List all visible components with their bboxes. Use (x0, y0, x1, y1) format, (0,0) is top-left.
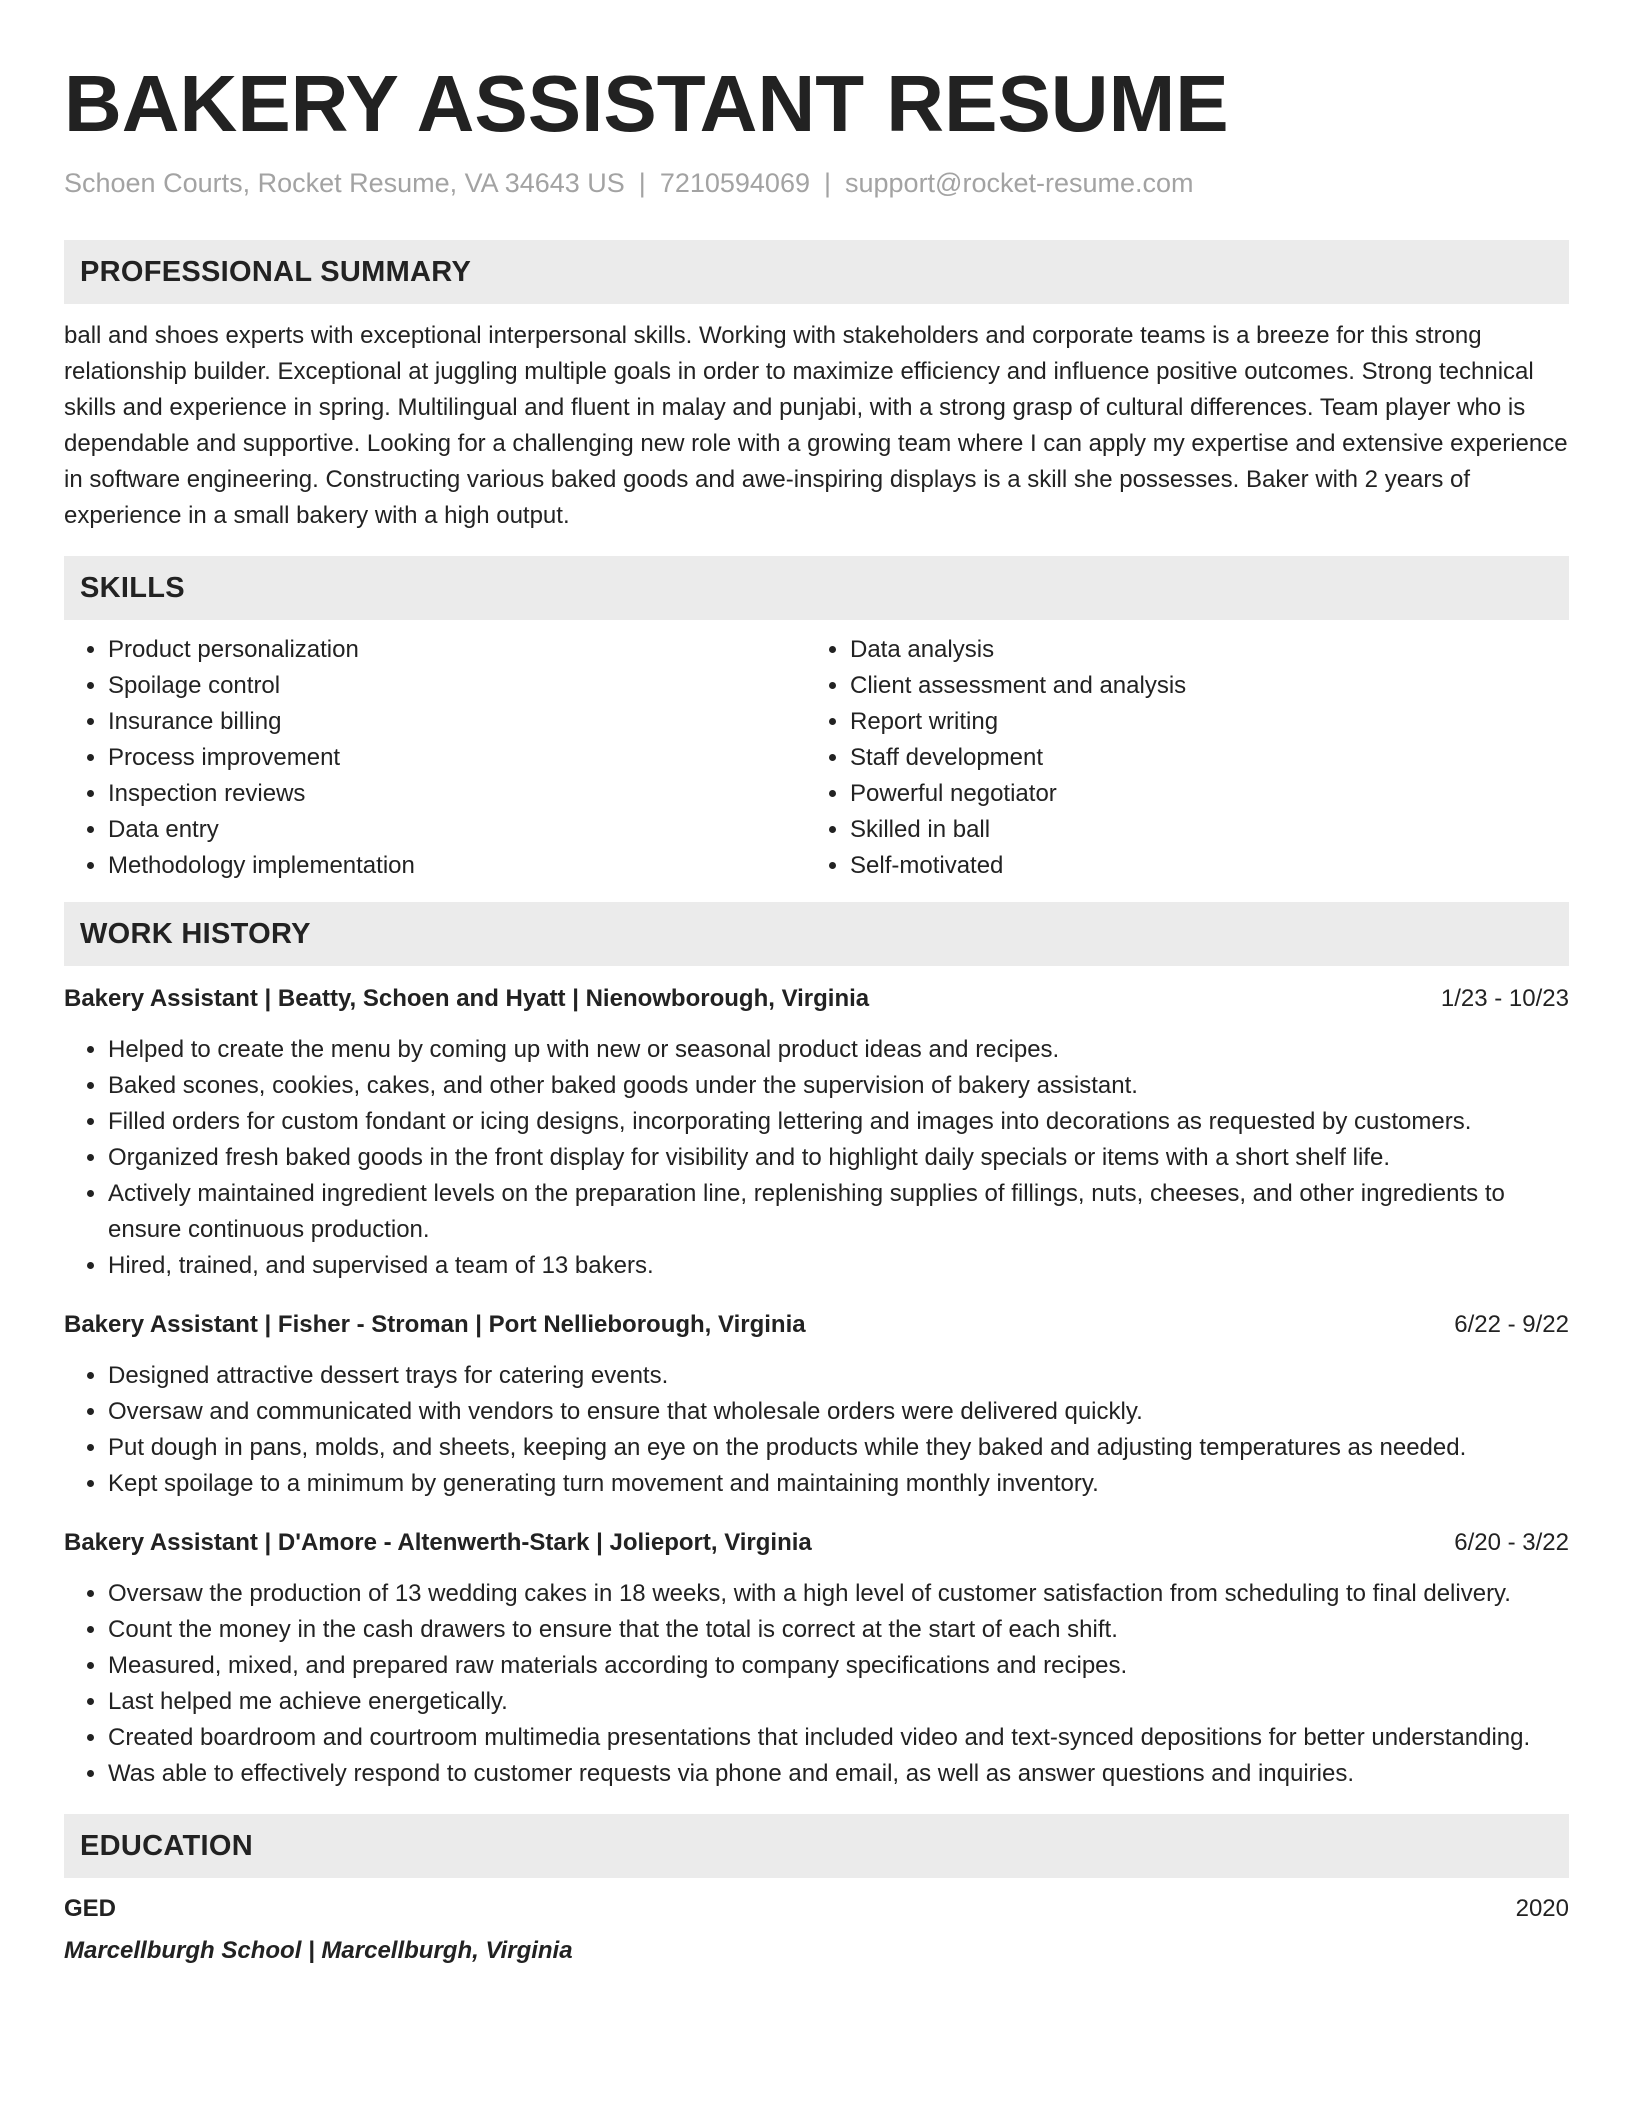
job-header (64, 1526, 1569, 1560)
skill-item: • Self-motivated (850, 848, 1548, 884)
skill-item: • Methodology implementation (108, 848, 806, 884)
skill-item: • Skilled in ball (850, 812, 1548, 848)
job-bullet: • Baked scones, cookies, cakes, and other baked goods under the supervision of bakery assistant. (108, 1068, 1569, 1104)
education-entry (64, 1892, 1569, 1968)
skill-item: • Report writing (850, 704, 1548, 740)
job-dates: 1/23 - 10/23 (1440, 985, 1569, 1012)
education-header (64, 1892, 1569, 1926)
contact-separator: | (823, 168, 831, 198)
job-entry (64, 1308, 1569, 1502)
job-bullet: • Hired, trained, and supervised a team of 13 bakers. (108, 1248, 1569, 1284)
job-bullet: • Put dough in pans, molds, and sheets, keeping an eye on the products while they baked and adjusting temperatures as needed. (108, 1430, 1569, 1466)
section-heading-skills: SKILLS (64, 556, 1569, 620)
skills-list (64, 632, 1569, 884)
job-dates: 6/20 - 3/22 (1454, 1529, 1569, 1556)
education-degree: GED (64, 1895, 117, 1922)
job-entry (64, 1526, 1569, 1792)
job-bullet: • Oversaw the production of 13 wedding cakes in 18 weeks, with a high level of customer satisfaction from scheduling to final delivery. (108, 1576, 1569, 1612)
job-bullets (64, 1358, 1569, 1502)
skill-item: • Data entry (108, 812, 806, 848)
job-bullet: • Designed attractive dessert trays for catering events. (108, 1358, 1569, 1394)
resume-title: BAKERY ASSISTANT RESUME (64, 59, 1229, 148)
job-title: Bakery Assistant | D'Amore - Altenwerth-Stark | Jolieport, Virginia (64, 1529, 812, 1556)
job-bullet: • Measured, mixed, and prepared raw materials according to company specifications and recipes. (108, 1648, 1569, 1684)
job-bullet: • Last helped me achieve energetically. (108, 1684, 1569, 1720)
skill-item: • Spoilage control (108, 668, 806, 704)
skill-item: • Powerful negotiator (850, 776, 1548, 812)
job-title: Bakery Assistant | Fisher - Stroman | Port Nellieborough, Virginia (64, 1311, 806, 1338)
contact-phone: 7210594069 (659, 168, 810, 198)
job-bullet: • Filled orders for custom fondant or icing designs, incorporating lettering and images into decorations as requested by customers. (108, 1104, 1569, 1140)
education-year: 2020 (1515, 1895, 1569, 1922)
job-bullet: • Helped to create the menu by coming up with new or seasonal product ideas and recipes. (108, 1032, 1569, 1068)
skill-item: • Process improvement (108, 740, 806, 776)
job-header (64, 1308, 1569, 1342)
job-header (64, 982, 1569, 1016)
contact-line (64, 166, 1569, 200)
skill-item: • Product personalization (108, 632, 806, 668)
section-heading-work: WORK HISTORY (64, 902, 1569, 966)
skills-column-left (64, 632, 806, 884)
education-school: Marcellburgh School | Marcellburgh, Virginia (64, 1937, 573, 1964)
section-heading-summary: PROFESSIONAL SUMMARY (64, 240, 1569, 304)
job-bullet: • Actively maintained ingredient levels on the preparation line, replenishing supplies of fillings, nuts, cheeses, and other ingredients to ensure continuous production. (108, 1176, 1569, 1248)
skill-item: • Data analysis (850, 632, 1548, 668)
skill-item: • Insurance billing (108, 704, 806, 740)
job-bullets (64, 1576, 1569, 1792)
job-bullet: • Created boardroom and courtroom multimedia presentations that included video and text-synced depositions for better understanding. (108, 1720, 1569, 1756)
skills-column-right (806, 632, 1548, 884)
job-bullet: • Oversaw and communicated with vendors to ensure that wholesale orders were delivered quickly. (108, 1394, 1569, 1430)
job-bullet: • Was able to effectively respond to customer requests via phone and email, as well as answer questions and inquiries. (108, 1756, 1569, 1792)
skill-item: • Client assessment and analysis (850, 668, 1548, 704)
contact-separator: | (638, 168, 646, 198)
contact-address: Schoen Courts, Rocket Resume, VA 34643 US (64, 168, 625, 198)
job-title: Bakery Assistant | Beatty, Schoen and Hyatt | Nienowborough, Virginia (64, 985, 870, 1012)
summary-text: ball and shoes experts with exceptional interpersonal skills. Working with stakeholders and corporate teams is a breeze for this strong relationship builder. Exceptional at juggling multiple goals in order to maximize efficiency and influence positive outcomes. Strong technical skills and experience in spring. Multilingual and fluent in malay and punjabi, with a strong grasp of cultural differences. Team player who is dependable and supportive. Looking for a challenging new role with a growing team where I can apply my expertise and extensive experience in software engineering. Constructing various baked goods and awe-inspiring displays is a skill she possesses. Baker with 2 years of experience in a small bakery with a high output. (64, 322, 1568, 529)
contact-email: support@rocket-resume.com (845, 168, 1194, 198)
job-bullet: • Kept spoilage to a minimum by generating turn movement and maintaining monthly inventory. (108, 1466, 1569, 1502)
skill-item: • Inspection reviews (108, 776, 806, 812)
job-bullet: • Count the money in the cash drawers to ensure that the total is correct at the start of each shift. (108, 1612, 1569, 1648)
job-entry (64, 982, 1569, 1284)
job-dates: 6/22 - 9/22 (1454, 1311, 1569, 1338)
section-heading-education: EDUCATION (64, 1814, 1569, 1878)
job-bullets (64, 1032, 1569, 1284)
job-bullet: • Organized fresh baked goods in the front display for visibility and to highlight daily specials or items with a short shelf life. (108, 1140, 1569, 1176)
skill-item: • Staff development (850, 740, 1548, 776)
